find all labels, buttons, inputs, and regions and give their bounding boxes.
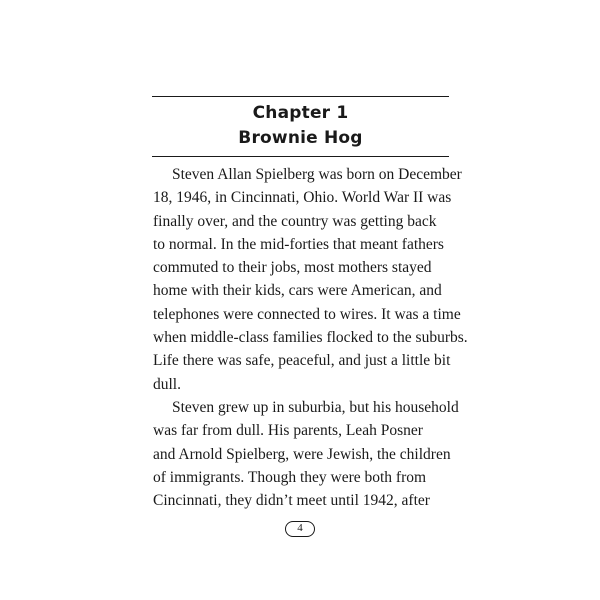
text-line: Steven grew up in suburbia, but his household: [172, 398, 459, 416]
text-line: to normal. In the mid-forties that meant fathers: [153, 235, 444, 253]
paragraph: [153, 396, 459, 512]
text-line: Cincinnati, they didn’t meet until 1942, after: [153, 492, 430, 510]
text-line: home with their kids, cars were American, and: [153, 282, 442, 300]
chapter-number: Chapter 1: [252, 103, 349, 123]
paragraph: [153, 163, 468, 396]
text-line: telephones were connected to wires. It was a time: [153, 305, 461, 323]
page-number: 4: [285, 521, 315, 537]
text-line: dull.: [153, 375, 181, 393]
chapter-title: Brownie Hog: [238, 128, 363, 148]
text-line: finally over, and the country was getting back: [153, 212, 437, 230]
text-line: commuted to their jobs, most mothers stayed: [153, 259, 432, 277]
text-line: and Arnold Spielberg, were Jewish, the children: [153, 445, 451, 463]
text-line: of immigrants. Though they were both from: [153, 468, 427, 486]
top-rule: [152, 96, 449, 97]
text-line: Life there was safe, peaceful, and just a little bit: [153, 352, 451, 370]
text-line: 18, 1946, in Cincinnati, Ohio. World War II was: [153, 189, 452, 207]
text-line: when middle-class families flocked to the suburbs.: [153, 329, 468, 347]
text-line: Steven Allan Spielberg was born on December: [172, 166, 462, 183]
chapter-heading: [152, 101, 449, 151]
text-line: was far from dull. His parents, Leah Posner: [153, 422, 423, 440]
bottom-rule: [152, 156, 449, 157]
body-text: [153, 163, 468, 512]
